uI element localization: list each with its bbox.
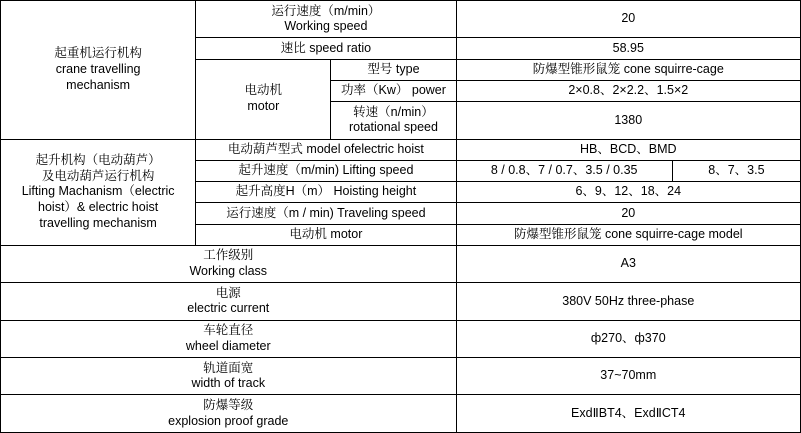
row-label-en: width of track (191, 376, 266, 391)
row-label-en: motor (330, 226, 363, 241)
row-label-cn: 工作级别 (203, 248, 254, 263)
group-label-cn-line1: 起升机构（电动葫芦） (35, 153, 161, 168)
group-label-crane-travelling (1, 1, 196, 140)
group-label-hoist (1, 139, 196, 245)
row-label-en: explosion proof grade (168, 413, 289, 428)
row-label-cn: 电源 (215, 285, 241, 300)
group-label-cn: 起重机运行机构 (54, 46, 142, 61)
row-label-hoist-model (196, 139, 456, 160)
motor-row-label-cn: 功率（Kw） (341, 83, 409, 98)
row-label-working-speed (196, 1, 456, 38)
motor-label-crane (196, 59, 331, 139)
row-label-lifting-speed (196, 160, 456, 181)
group-label-en-line2: mechanism (66, 77, 131, 92)
motor-row-value-rotational-speed: 1380 (456, 102, 800, 139)
row-label-hoisting-height (196, 182, 456, 203)
row-label-cn: 电动葫芦型式 (227, 141, 303, 156)
row-label-speed-ratio (196, 38, 456, 59)
row-label-en: Lifting speed (342, 163, 414, 178)
motor-row-label-en: power (411, 83, 446, 98)
row-value-working-speed: 20 (456, 1, 800, 38)
motor-row-value-type (456, 59, 800, 80)
row-label-en: wheel diameter (185, 338, 271, 353)
row-label-hoist-motor (196, 224, 456, 245)
motor-row-label-en: type (395, 61, 420, 76)
row-label-cn: 电动机 (289, 226, 327, 241)
motor-row-value-power: 2×0.8、2×2.2、1.5×2 (456, 80, 800, 101)
row-label-wheel-diameter (1, 320, 457, 357)
table-row (1, 139, 801, 160)
row-label-working-class (1, 245, 457, 282)
motor-row-label-cn: 转速（n/min） (353, 104, 434, 119)
table-row (1, 1, 801, 38)
group-label-en-line1: Lifting Machanism（electric (21, 184, 175, 199)
row-label-en: speed ratio (309, 40, 372, 55)
motor-label-en: motor (247, 99, 280, 114)
row-label-cn: 运行速度（m / min) (226, 205, 334, 220)
row-label-cn: 速比 (280, 40, 306, 55)
row-label-cn: 车轮直径 (203, 323, 254, 338)
row-value-working-class: A3 (456, 245, 800, 282)
group-label-cn-line2: 及电动葫芦运行机构 (41, 168, 155, 183)
row-label-traveling-speed (196, 203, 456, 224)
row-label-en: Working speed (284, 19, 368, 34)
row-label-cn: 防爆等级 (203, 398, 254, 413)
row-label-cn: 轨道面宽 (203, 360, 254, 375)
row-label-cn: 起升速度（m/min) (238, 163, 340, 178)
row-value-speed-ratio: 58.95 (456, 38, 800, 59)
motor-row-label-power (331, 80, 456, 101)
table-row (1, 283, 801, 320)
row-value-hoist-motor: 防爆型锥形鼠笼 cone squirre-cage model (456, 224, 800, 245)
motor-value-en: cone squirre-cage (623, 61, 724, 76)
row-value-width-of-track: 37~70mm (456, 358, 800, 395)
row-value-electric-current: 380V 50Hz three-phase (456, 283, 800, 320)
row-label-en: Traveling speed (337, 205, 426, 220)
table-row (1, 358, 801, 395)
motor-row-label-type (331, 59, 456, 80)
row-label-cn: 运行速度（m/min） (271, 3, 381, 18)
row-value-hoisting-height: 6、9、12、18、24 (456, 182, 800, 203)
motor-label-cn: 电动机 (244, 83, 283, 98)
row-value-lifting-speed-left: 8 / 0.8、7 / 0.7、3.5 / 0.35 (456, 160, 672, 181)
motor-row-label-en: rotational speed (348, 120, 438, 135)
group-label-en-line3: travelling mechanism (39, 215, 157, 230)
row-value-wheel-diameter: ф270、ф370 (456, 320, 800, 357)
row-label-cn: 起升高度H（m） (235, 184, 331, 199)
row-label-width-of-track (1, 358, 457, 395)
table-row (1, 320, 801, 357)
group-label-en-line2: hoist）& electric hoist (38, 200, 159, 215)
row-value-explosion-proof-grade: ExdⅡBT4、ExdⅡCT4 (456, 395, 800, 433)
motor-value-cn: 防爆型锥形鼠笼 (532, 61, 621, 76)
row-label-en: Hoisting height (333, 184, 417, 199)
row-label-en: electric current (187, 301, 270, 316)
row-value-traveling-speed: 20 (456, 203, 800, 224)
group-label-en-line1: crane travelling (55, 61, 141, 76)
row-value-lifting-speed-right: 8、7、3.5 (672, 160, 800, 181)
motor-row-label-cn: 型号 (367, 61, 393, 76)
table-row (1, 395, 801, 433)
row-label-explosion-proof-grade (1, 395, 457, 433)
row-label-en: Working class (189, 264, 268, 279)
motor-row-label-rotational-speed (331, 102, 456, 139)
table-row (1, 245, 801, 282)
row-label-electric-current (1, 283, 457, 320)
row-value-hoist-model: HB、BCD、BMD (456, 139, 800, 160)
row-label-en: model ofelectric hoist (306, 141, 424, 156)
